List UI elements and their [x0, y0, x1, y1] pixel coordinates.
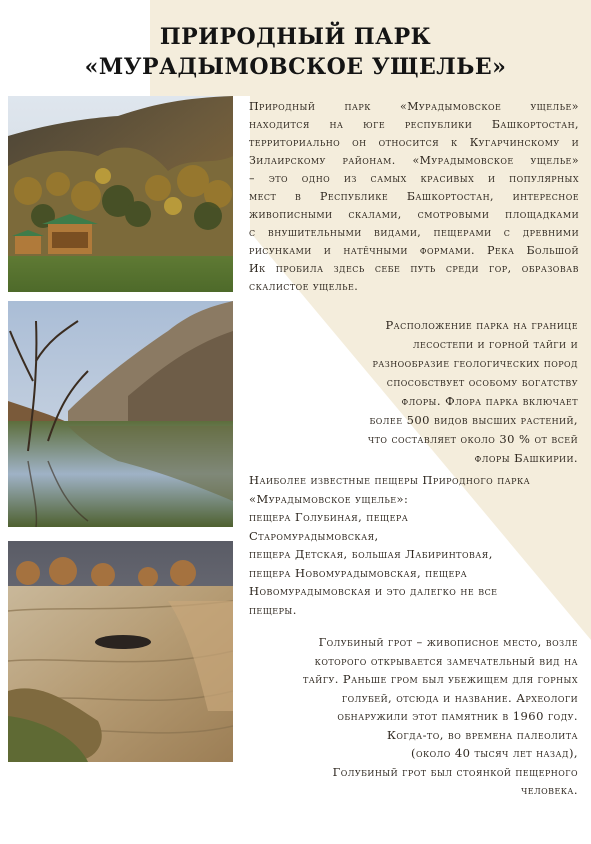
intro-line: с внушительными видами, пещерами с древними: [249, 226, 579, 239]
intro-line: живописными скалами, смотровыми площадками: [249, 208, 579, 221]
grotto-cliff-photo: [8, 541, 233, 762]
caves-line: пещеры.: [249, 602, 297, 617]
flora-line: лесостепи и горной тайги и: [412, 337, 578, 351]
forest-gazebo-photo: [8, 96, 233, 292]
grotto-line: (около 40 тысяч лет назад),: [411, 746, 578, 760]
grotto-line: Когда-то, во времена палеолита: [387, 727, 578, 742]
intro-line: находится на юге республики Башкортостан,: [249, 118, 579, 131]
flora-line: флоры. Флора парка включает: [401, 394, 578, 408]
flora-paragraph: [260, 316, 578, 468]
intro-line: скалистое ущелье.: [249, 280, 359, 293]
caves-line: пещера Новомурадымовская, пещера: [249, 565, 468, 580]
caves-line: пещера Голубиная, пещера: [249, 510, 409, 524]
river-cliff-photo: [8, 301, 233, 527]
grotto-line: Голубиный грот – живописное место, возле: [318, 635, 578, 649]
flora-line: флоры Башкирии.: [474, 451, 578, 465]
page-title: [0, 22, 591, 82]
intro-line: рисунками и натёчными формами. Река Большой: [249, 244, 579, 257]
intro-line: – это одно из самых красивых и популярных: [249, 172, 579, 185]
caves-line: «Мурадымовское ущелье»:: [249, 491, 409, 506]
intro-line: Природный парк «Мурадымовское ущелье»: [249, 100, 579, 113]
intro-line: мест в Республике Башкортостан, интересное: [249, 190, 579, 203]
caves-line: Старомурадымовская,: [249, 528, 379, 543]
intro-paragraph: [249, 98, 579, 296]
grotto-line: человека.: [521, 783, 578, 797]
flora-line: Расположение парка на границе: [385, 318, 578, 332]
caves-line: пещера Детская, большая Лабиринтовая,: [249, 547, 493, 561]
intro-line: территориально он относится к Кугарчинскому и: [249, 136, 579, 149]
grotto-line: которого открывается замечательный вид на: [314, 653, 578, 668]
grotto-line: голубей, отсюда и название. Археологи: [341, 690, 578, 705]
title-line-1: ПРИРОДНЫЙ ПАРК: [159, 24, 432, 50]
caves-line: Наиболее известные пещеры Природного парка: [249, 473, 531, 487]
intro-line: Ик пробила здесь себе путь среди гор, образовав: [249, 262, 579, 275]
flora-line: способствует особому богатству: [386, 375, 578, 389]
grotto-line: Голубиный грот был стоянкой пещерного: [332, 764, 578, 779]
grotto-line: тайгу. Раньше гром был убежищем для горных: [303, 672, 578, 686]
grotto-paragraph: [246, 633, 578, 800]
flora-line: разнообразие геологических пород: [372, 356, 578, 370]
caves-paragraph: [249, 471, 581, 619]
caves-line: Новомурадымовская и это далегко не все: [249, 584, 498, 598]
grotto-line: обнаружили этот памятник в 1960 году.: [337, 709, 578, 723]
title-line-2: «МУРАДЫМОВСКОЕ УЩЕЛЬЕ»: [84, 54, 507, 80]
flora-line: более 500 видов высших растений,: [369, 413, 578, 427]
flora-line: что составляет около 30 % от всей: [367, 432, 578, 446]
intro-line: Зилаирскому районам. «Мурадымовское ущелье»: [249, 154, 579, 167]
